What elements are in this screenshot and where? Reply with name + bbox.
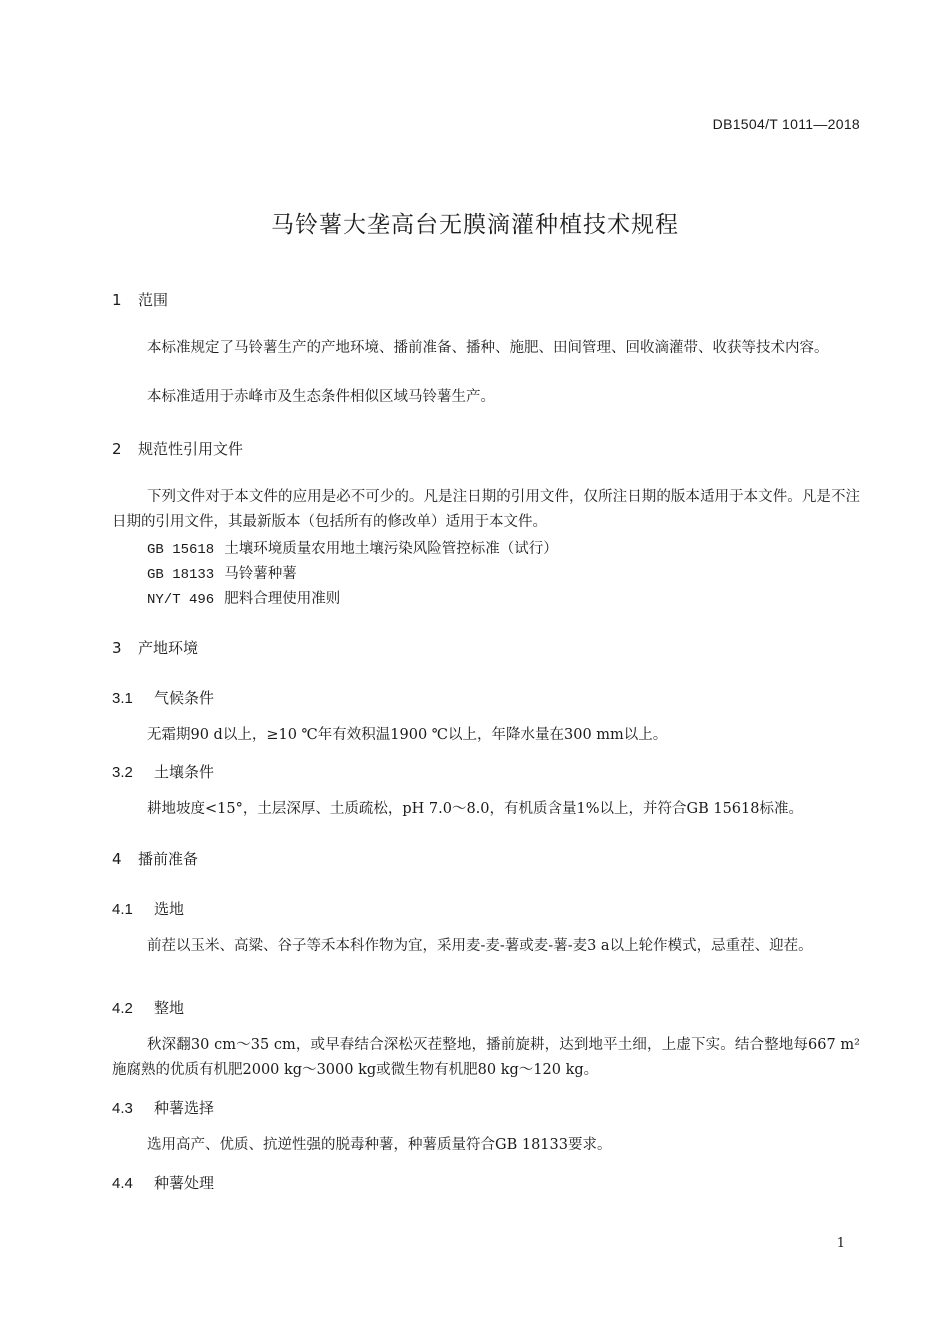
subsection-3-2-paragraph: 耕地坡度<15°，土层深厚、土质疏松，pH 7.0～8.0，有机质含量1%以上，并符合GB 15618标准。 xyxy=(147,801,803,817)
subsection-4-1-paragraph: 前茬以玉米、高粱、谷子等禾本科作物为宜，采用麦-麦-薯或麦-薯-麦3 a以上轮作模式，忌重茬、迎茬。 xyxy=(147,938,813,954)
section-number: 4 xyxy=(112,850,122,868)
section-1-heading xyxy=(112,289,168,310)
subsection-number: 3.1 xyxy=(112,690,133,707)
reference-item xyxy=(147,537,558,558)
subsection-title: 土壤条件 xyxy=(154,763,215,781)
section-title: 产地环境 xyxy=(138,639,199,657)
section-2-paragraph-1: 下列文件对于本文件的应用是必不可少的。凡是注日期的引用文件，仅所注日期的版本适用于本文件。凡是不注日期的引用文件，其最新版本（包括所有的修改单）适用于本文件。 xyxy=(112,489,860,530)
subsection-4-2-paragraph: 秋深翻30 cm～35 cm，或早春结合深松灭茬整地，播前旋耕，达到地平土细，上虚下实。结合整地每667 m²施腐熟的优质有机肥2000 kg～3000 kg或微生物有机肥80 kg～120 kg。 xyxy=(112,1037,860,1078)
section-4-heading xyxy=(112,848,198,869)
document-title: 马铃薯大垄高台无膜滴灌种植技术规程 xyxy=(271,212,679,238)
reference-item xyxy=(147,587,340,608)
document-number: DB1504/T 1011—2018 xyxy=(712,116,860,132)
section-title: 规范性引用文件 xyxy=(138,440,244,458)
section-title: 范围 xyxy=(138,291,169,309)
subsection-title: 气候条件 xyxy=(154,689,215,707)
subsection-4-1-heading xyxy=(112,898,184,919)
subsection-number: 4.4 xyxy=(112,1175,133,1192)
section-title: 播前准备 xyxy=(138,850,199,868)
section-number: 2 xyxy=(112,440,122,458)
subsection-number: 3.2 xyxy=(112,764,133,781)
reference-code: GB 18133 xyxy=(147,567,215,583)
subsection-title: 整地 xyxy=(154,999,185,1017)
subsection-title: 选地 xyxy=(154,900,185,918)
subsection-title: 种薯处理 xyxy=(154,1174,215,1192)
subsection-4-4-heading xyxy=(112,1172,214,1193)
subsection-3-1-heading xyxy=(112,687,214,708)
subsection-4-3-heading xyxy=(112,1097,214,1118)
section-1-paragraph-1: 本标准规定了马铃薯生产的产地环境、播前准备、播种、施肥、田间管理、回收滴灌带、收获等技术内容。 xyxy=(147,340,829,356)
reference-code: NY/T 496 xyxy=(147,592,215,608)
subsection-4-2-heading xyxy=(112,997,184,1018)
page-number: 1 xyxy=(836,1236,845,1251)
subsection-number: 4.3 xyxy=(112,1100,133,1117)
subsection-number: 4.2 xyxy=(112,1000,133,1017)
section-number: 3 xyxy=(112,639,122,657)
subsection-3-2-heading xyxy=(112,761,214,782)
reference-title: 土壤环境质量农用地土壤污染风险管控标准（试行） xyxy=(224,541,558,557)
reference-item xyxy=(147,562,297,583)
section-number: 1 xyxy=(112,291,122,309)
section-1-paragraph-2: 本标准适用于赤峰市及生态条件相似区域马铃薯生产。 xyxy=(147,389,495,405)
subsection-number: 4.1 xyxy=(112,901,133,918)
reference-title: 马铃薯种薯 xyxy=(224,566,297,582)
reference-code: GB 15618 xyxy=(147,542,215,558)
subsection-3-1-paragraph: 无霜期90 d以上，≥10 ℃年有效积温1900 ℃以上，年降水量在300 mm以上。 xyxy=(147,727,668,743)
subsection-4-3-paragraph: 选用高产、优质、抗逆性强的脱毒种薯，种薯质量符合GB 18133要求。 xyxy=(147,1137,612,1153)
section-3-heading xyxy=(112,637,198,658)
subsection-title: 种薯选择 xyxy=(154,1099,215,1117)
section-2-heading xyxy=(112,438,243,459)
reference-title: 肥料合理使用准则 xyxy=(224,591,341,607)
